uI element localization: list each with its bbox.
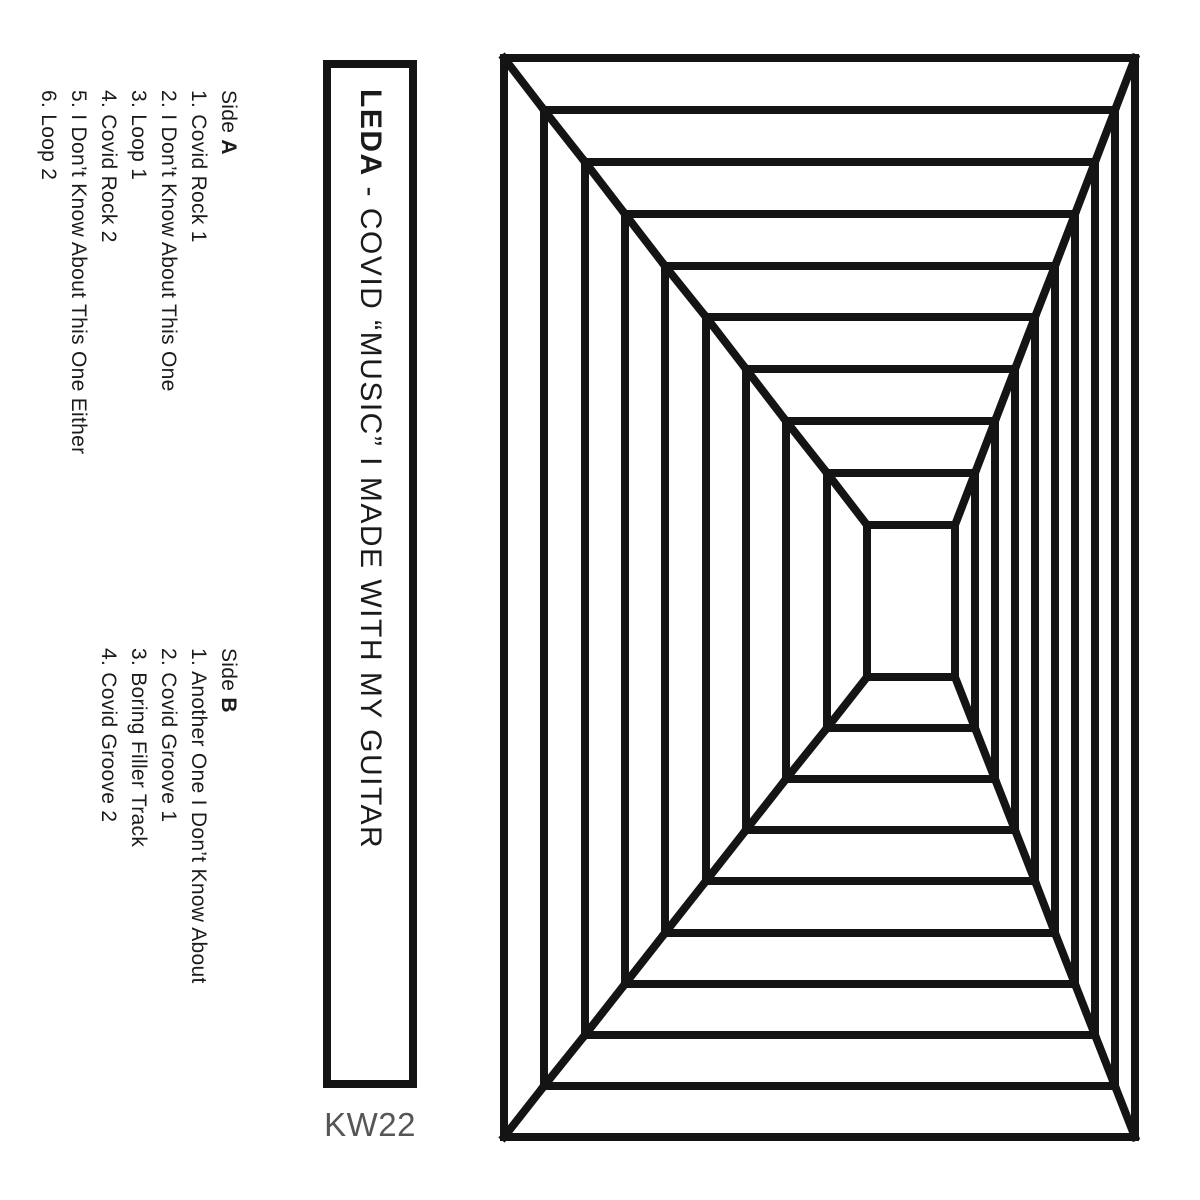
artist-name: LEDA (354, 89, 387, 177)
track-item: 6. Loop 2 (37, 90, 60, 181)
tunnel-diagonal (786, 728, 827, 779)
tunnel-diagonal (544, 110, 585, 162)
track-item: 3. Loop 1 (127, 90, 150, 181)
tunnel-rect (867, 525, 955, 677)
tunnel-diagonal (786, 421, 827, 473)
track-item: 3. Boring Filler Track (127, 648, 150, 848)
tracklist-side-b (93, 648, 243, 1108)
tunnel-diagonal (665, 881, 706, 933)
tunnel-diagonal (504, 1086, 544, 1137)
side-b-heading-letter: B (217, 697, 240, 713)
tunnel-diagonal (544, 1035, 585, 1086)
tunnel-diagonal (827, 677, 867, 728)
tunnel-diagonal (625, 214, 665, 266)
tunnel-rect (504, 58, 1135, 1137)
side-b-heading (213, 648, 243, 1108)
tracklist-side-a (33, 90, 243, 650)
track-item: 4. Covid Rock 2 (97, 90, 120, 243)
track-item: 4. Covid Groove 2 (97, 648, 120, 823)
side-a-heading (213, 90, 243, 650)
tunnel-diagonal (746, 369, 786, 421)
catalog-number: KW22 (324, 1106, 416, 1143)
track-item: 5. I Don’t Know About This One Either (67, 90, 90, 455)
tunnel-diagonal (585, 984, 625, 1035)
tunnel-diagonal (504, 58, 544, 110)
tunnel-diagonal (625, 933, 665, 984)
tunnel-diagonal (827, 473, 867, 525)
track-item: 1. Another One I Don’t Know About (187, 648, 210, 984)
side-a-heading-letter: A (217, 139, 240, 155)
tunnel-rect (625, 214, 1075, 984)
album-title-text: - COVID “MUSIC” I MADE WITH MY GUITAR (354, 176, 387, 850)
tunnel-diagonal (585, 162, 625, 214)
tunnel-diagonal (706, 830, 746, 881)
track-item: 1. Covid Rock 1 (187, 90, 210, 243)
tunnel-diagonal (665, 266, 706, 317)
tunnel-diagonal (746, 779, 786, 830)
track-item: 2. I Don’t Know About This One (157, 90, 180, 392)
side-a-heading-prefix: Side (217, 90, 240, 140)
tunnel-diagonal (706, 317, 746, 369)
title-box (323, 60, 417, 1088)
album-title (353, 89, 387, 849)
track-item: 2. Covid Groove 1 (157, 648, 180, 823)
side-b-heading-prefix: Side (217, 648, 240, 698)
